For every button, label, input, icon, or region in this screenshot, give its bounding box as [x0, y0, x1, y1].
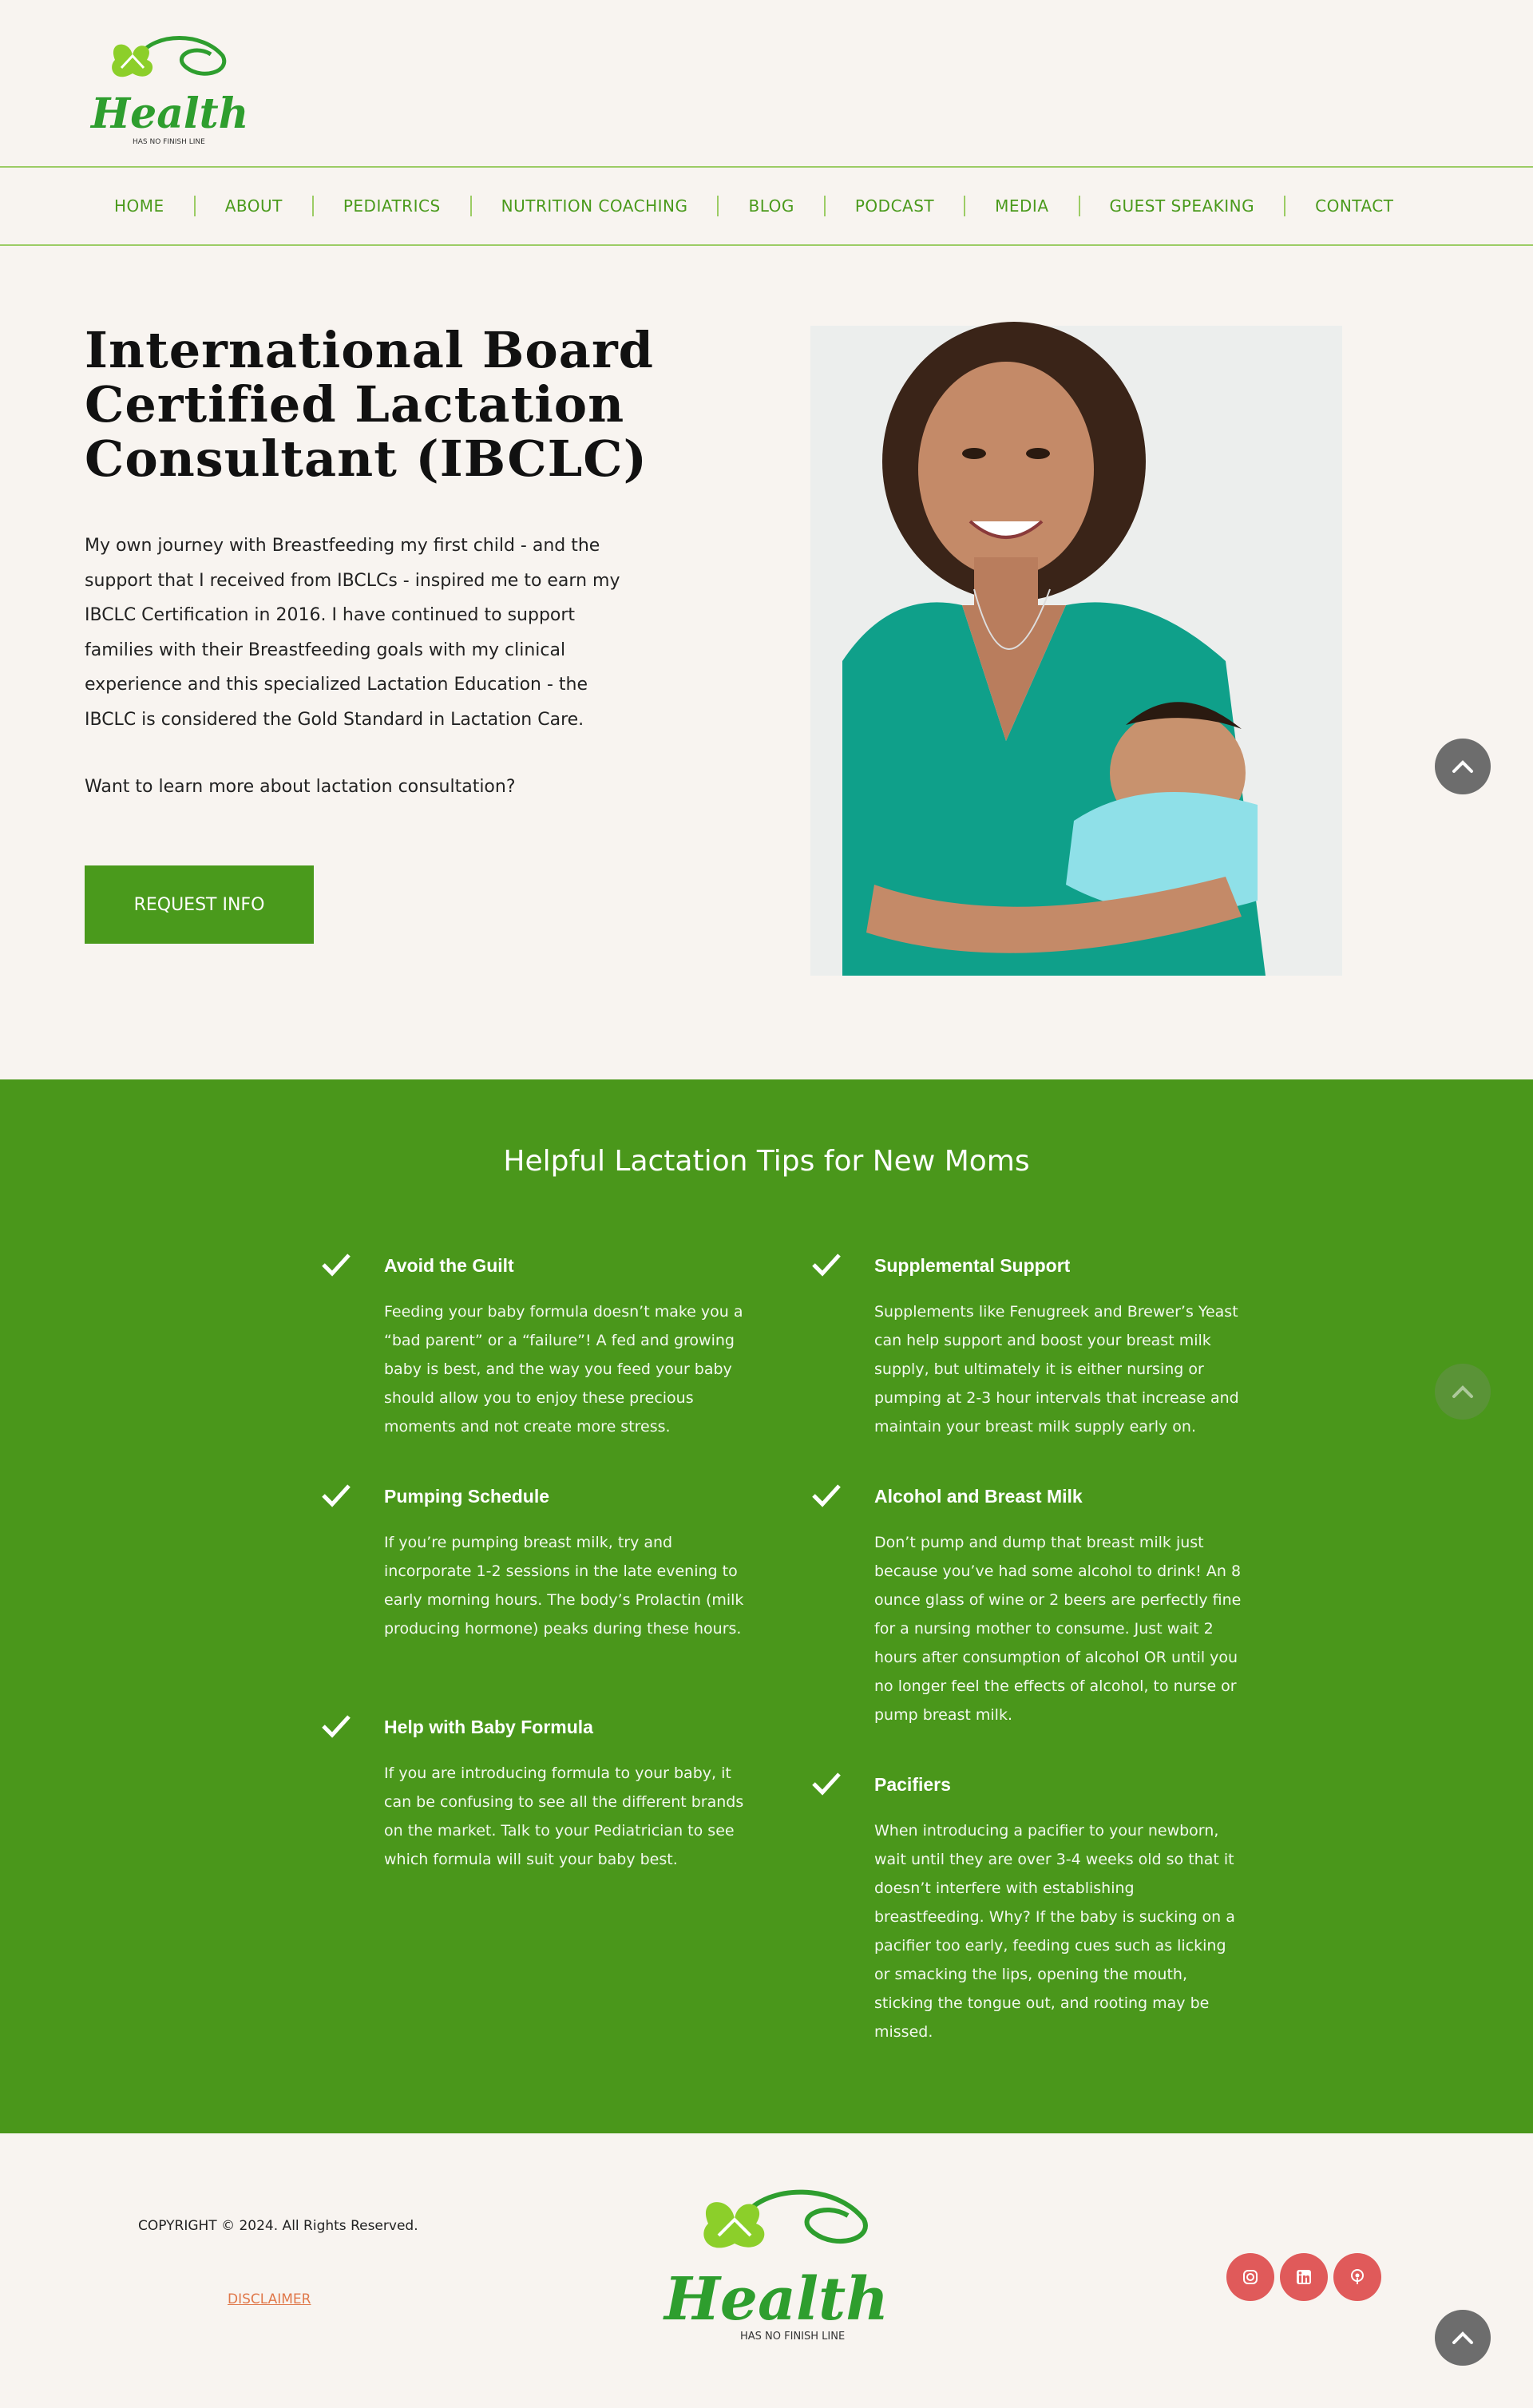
- main-nav: [0, 166, 1533, 246]
- lactation-tips-section: [0, 1079, 1533, 2133]
- scroll-top-button[interactable]: [1435, 1364, 1491, 1420]
- checkmark-icon: [810, 1252, 842, 1277]
- chevron-up-icon: [1452, 2331, 1474, 2345]
- nav-link-about[interactable]: ABOUT: [224, 196, 283, 216]
- chevron-up-icon: [1452, 759, 1474, 774]
- svg-text:HAS NO FINISH LINE: HAS NO FINISH LINE: [740, 2331, 846, 2343]
- nav-item: [1079, 196, 1285, 216]
- nav-item: [312, 196, 470, 216]
- tip-body: When introducing a pacifier to your newborn, wait until they are over 3-4 weeks old so that it doesn’t interfere with establishing breastfeeding. Why? If the baby is sucking on a pacifier too early, feeding cues such as licking or smacking the lips, opening the mouth, sticking the tongue out, and rooting may be missed.: [874, 1822, 1235, 2041]
- tip-title: Pumping Schedule: [384, 1486, 550, 1507]
- tip-item: [874, 1774, 1242, 2046]
- tip-title: Alcohol and Breast Milk: [874, 1486, 1083, 1507]
- checkmark-icon: [320, 1483, 352, 1508]
- svg-text:HAS NO FINISH LINE: HAS NO FINISH LINE: [133, 138, 205, 146]
- tip-title: Avoid the Guilt: [384, 1255, 514, 1276]
- checkmark-icon: [320, 1252, 352, 1277]
- linkedin-icon: [1295, 2268, 1313, 2286]
- instagram-link[interactable]: [1226, 2253, 1274, 2301]
- tip-body: Feeding your baby formula doesn’t make you a “bad parent” or a “failure”! A fed and growing baby is best, and the way you feed your baby should allow you to enjoy these precious moments and not create more stress.: [384, 1303, 743, 1436]
- podcast-icon: [1349, 2268, 1366, 2286]
- nav-link-blog[interactable]: BLOG: [748, 196, 794, 216]
- tip-body: Don’t pump and dump that breast milk just because you’ve had some alcohol to drink! An 8 ounce glass of wine or 2 beers are perfectly fine for a nursing mother to consume. Just wait 2 hours after consumption of alcohol OR until you no longer feel the effects of alcohol, to nurse or pump breast milk.: [874, 1534, 1242, 1724]
- nav-item: [717, 196, 823, 216]
- nav-item: [824, 196, 964, 216]
- tip-item: [874, 1255, 1242, 1441]
- instagram-icon: [1242, 2268, 1259, 2286]
- mother-and-baby-photo: [810, 326, 1342, 976]
- podcast-link[interactable]: [1333, 2253, 1381, 2301]
- health-logo[interactable]: [83, 24, 249, 152]
- nav-link-media[interactable]: MEDIA: [995, 196, 1049, 216]
- tip-body: If you’re pumping breast milk, try and incorporate 1-2 sessions in the late evening to early morning hours. The body’s Prolactin (milk producing hormone) peaks during these hours.: [384, 1534, 744, 1638]
- svg-text:Health: Health: [91, 89, 249, 138]
- site-header: [0, 0, 1533, 166]
- disclaimer-link[interactable]: DISCLAIMER: [228, 2291, 311, 2307]
- nav-link-guest-speaking[interactable]: GUEST SPEAKING: [1109, 196, 1255, 216]
- nav-item: [1284, 196, 1423, 216]
- hero-question: Want to learn more about lactation consultation?: [85, 777, 516, 797]
- linkedin-link[interactable]: [1280, 2253, 1328, 2301]
- scroll-top-button[interactable]: [1435, 2310, 1491, 2366]
- nav-item: [194, 196, 312, 216]
- nav-link-pediatrics[interactable]: PEDIATRICS: [343, 196, 441, 216]
- tip-item: [384, 1255, 751, 1441]
- scroll-top-button[interactable]: [1435, 739, 1491, 794]
- nav-link-nutrition-coaching[interactable]: NUTRITION COACHING: [501, 196, 688, 216]
- page-title: International Board Certified Lactation Consultant (IBCLC): [85, 321, 654, 488]
- tip-body: If you are introducing formula to your baby, it can be confusing to see all the different brands on the market. Talk to your Pediatrician to see which formula will suit your baby best.: [384, 1764, 744, 1868]
- tip-body: Supplements like Fenugreek and Brewer’s Yeast can help support and boost your breast milk supply, but ultimately it is either nursing or pumping at 2-3 hour intervals that increase and maintain your breast milk supply early on.: [874, 1303, 1239, 1436]
- tip-title: Pacifiers: [874, 1774, 951, 1795]
- tip-title: Help with Baby Formula: [384, 1717, 593, 1737]
- tip-title: Supplemental Support: [874, 1255, 1071, 1276]
- nav-link-home[interactable]: HOME: [114, 196, 164, 216]
- nav-link-podcast[interactable]: PODCAST: [854, 196, 935, 216]
- tip-item: [384, 1717, 751, 1874]
- checkmark-icon: [320, 1713, 352, 1739]
- checkmark-icon: [810, 1483, 842, 1508]
- tip-item: [874, 1486, 1242, 1729]
- tips-title: Helpful Lactation Tips for New Moms: [503, 1145, 1030, 1178]
- copyright-text: COPYRIGHT © 2024. All Rights Reserved.: [138, 2218, 418, 2234]
- tip-item: [384, 1486, 751, 1643]
- health-logo-footer[interactable]: [664, 2176, 889, 2351]
- chevron-up-icon: [1452, 1384, 1474, 1399]
- nav-item: [85, 196, 194, 216]
- svg-text:Health: Health: [664, 2265, 889, 2334]
- nav-item: [964, 196, 1078, 216]
- hero-description: My own journey with Breastfeeding my first child - and the support that I received from IBCLCs - inspired me to earn my IBCLC Certification in 2016. I have continued to support families with their Breastfeeding goals with my clinical experience and this specialized Lactation Education - the IBCLC is considered the Gold Standard in Lactation Care.: [85, 536, 620, 730]
- nav-item: [470, 196, 718, 216]
- checkmark-icon: [810, 1771, 842, 1796]
- nav-link-contact[interactable]: CONTACT: [1315, 196, 1394, 216]
- request-info-button[interactable]: REQUEST INFO: [85, 865, 314, 944]
